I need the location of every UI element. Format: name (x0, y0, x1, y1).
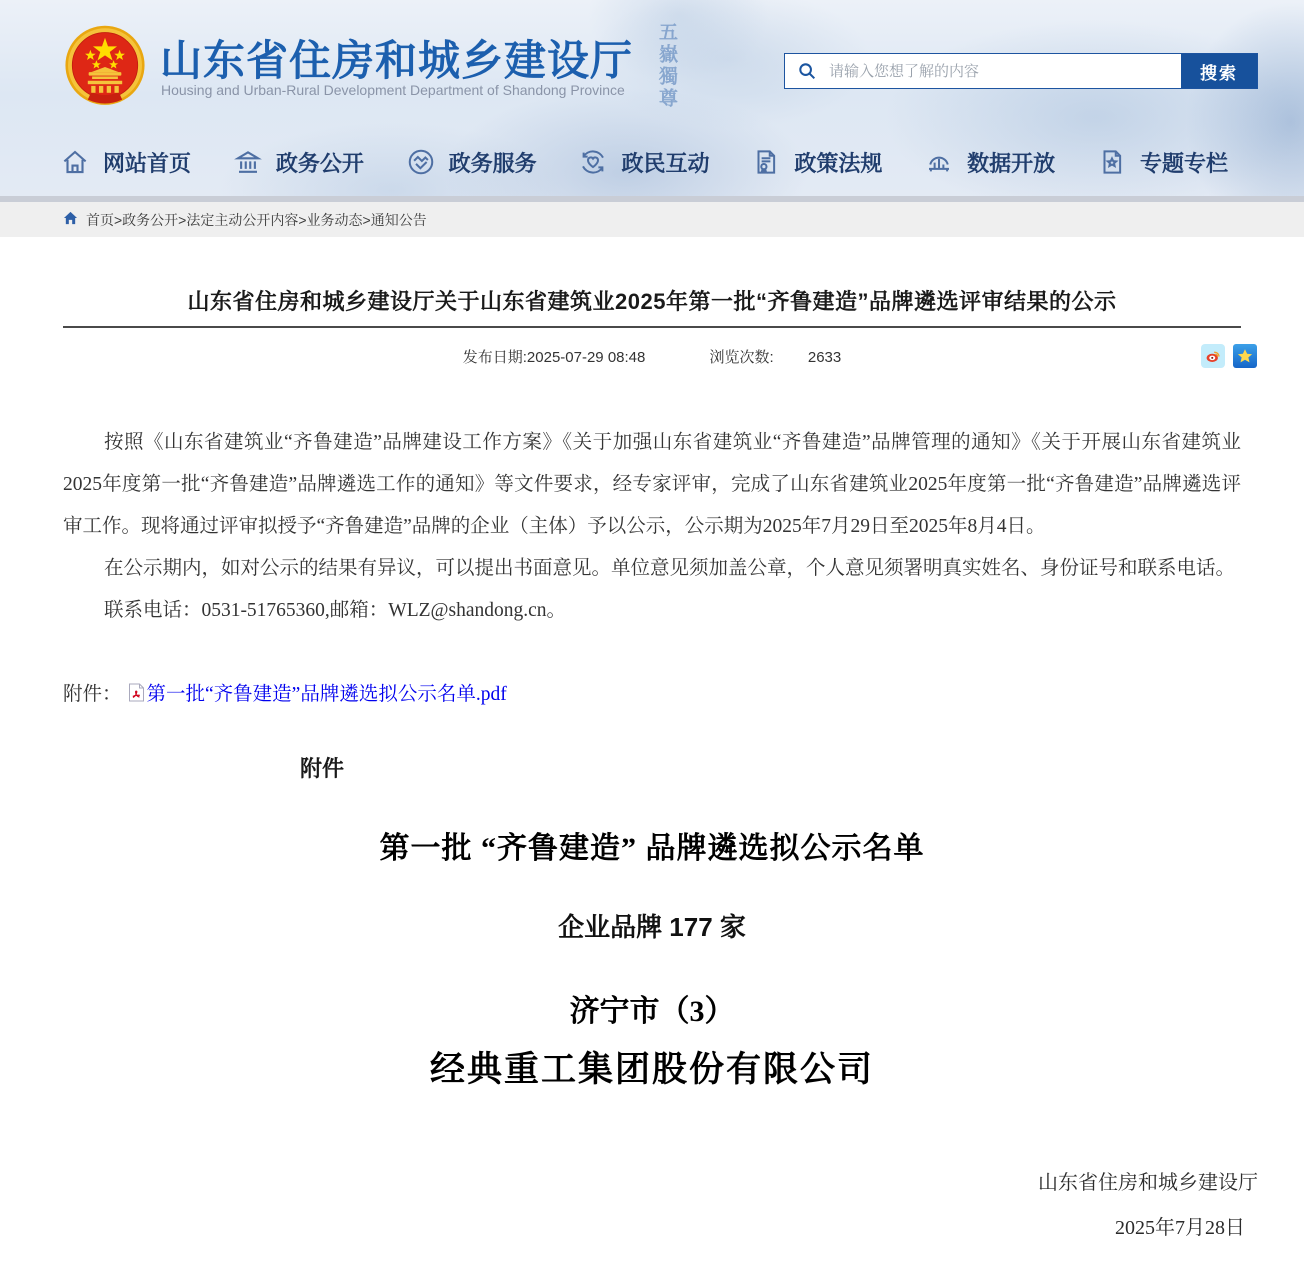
article-page (0, 285, 1304, 1240)
article-meta (63, 346, 1241, 370)
doc-appendix-label: 附件 (300, 756, 345, 781)
views-label: 浏览次数: (709, 349, 774, 366)
nav-item-gov-service[interactable] (406, 147, 537, 178)
doc-heading: 第一批 “齐鲁建造” 品牌遴选拟公示名单 (379, 832, 925, 865)
site-title: 山东省住房和城乡建设厅 (160, 37, 634, 84)
pdf-icon (128, 683, 145, 702)
nav-label: 政民互动 (621, 150, 710, 176)
attachment-link[interactable]: 第一批“齐鲁建造”品牌遴选拟公示名单.pdf (146, 684, 507, 705)
site-search (784, 53, 1258, 89)
doc-signature: 山东省住房和城乡建设厅 (1038, 1172, 1258, 1194)
main-nav (60, 138, 1228, 186)
gov-service-icon (406, 147, 436, 177)
paragraph: 联系电话：0531-51765360,邮箱：WLZ@shandong.cn。 (103, 600, 567, 621)
article-body (63, 422, 1241, 632)
nav-item-home[interactable] (60, 147, 191, 178)
special-topics-icon (1097, 147, 1127, 177)
policy-icon (751, 147, 781, 177)
breadcrumb-home-icon[interactable] (63, 211, 78, 228)
nav-item-policy[interactable] (751, 147, 882, 178)
nav-item-interaction[interactable] (578, 147, 709, 178)
title-divider (63, 326, 1241, 328)
article-title: 山东省住房和城乡建设厅关于山东省建筑业2025年第一批“齐鲁建造”品牌遴选评审结果的公示 (187, 289, 1117, 314)
interaction-icon (578, 147, 608, 177)
nav-label: 政务公开 (275, 150, 364, 176)
attachment-row (63, 678, 1241, 706)
national-emblem-icon (62, 24, 148, 110)
weibo-share-icon[interactable] (1201, 344, 1225, 368)
breadcrumb (0, 202, 1304, 237)
nav-label: 数据开放 (967, 150, 1056, 176)
attachment-label: 附件： (63, 684, 122, 705)
doc-signature-date: 2025年7月28日 (1115, 1217, 1245, 1239)
doc-company-name: 经典重工集团股份有限公司 (429, 1050, 874, 1089)
nav-label: 网站首页 (103, 150, 192, 176)
doc-city-heading: 济宁市（3） (569, 995, 735, 1028)
doc-subheading: 企业品牌 177 家 (558, 912, 746, 942)
search-input[interactable] (829, 54, 1181, 88)
gov-open-icon (233, 147, 263, 177)
paragraph: 按照《山东省建筑业“齐鲁建造”品牌建设工作方案》《关于加强山东省建筑业“齐鲁建造”品牌管理的通知》《关于开展山东省建筑业2025年度第一批“齐鲁建造”品牌遴选工作的通知》等文件要求，经专家评审，完成了山东省建筑业2025年度第一批“齐鲁建造”品牌遴选评审工作。现将通过评审拟授予“齐鲁建造”品牌的企业（主体）予以公示，公示期为2025年7月29日至2025年8月4日。 (63, 432, 1241, 537)
nav-label: 专题专栏 (1139, 150, 1228, 176)
site-subtitle: Housing and Urban-Rural Development Department of Shandong Province (161, 82, 625, 98)
nav-item-gov-open[interactable] (233, 147, 364, 178)
nav-label: 政务服务 (448, 150, 537, 176)
views-count: 2633 (807, 349, 842, 366)
home-icon (60, 147, 90, 177)
qzone-share-icon[interactable] (1233, 344, 1257, 368)
breadcrumb-path[interactable]: 首页>政务公开>法定主动公开内容>业务动态>通知公告 (86, 211, 427, 228)
document-preview (63, 752, 1258, 1240)
publish-date: 发布日期:2025-07-29 08:48 (462, 349, 646, 366)
paragraph: 在公示期内，如对公示的结果有异议，可以提出书面意见。单位意见须加盖公章，个人意见须署明真实姓名、身份证号和联系电话。 (103, 558, 1235, 579)
nav-item-data-open[interactable] (924, 147, 1055, 178)
data-open-icon (924, 147, 954, 177)
site-header (0, 0, 1304, 196)
watercolor-seal-text: 五嶽獨尊 (656, 22, 677, 110)
search-button[interactable]: 搜索 (1181, 54, 1257, 88)
nav-item-special-topics[interactable] (1097, 147, 1228, 178)
share-buttons (1201, 344, 1257, 368)
nav-label: 政策法规 (794, 150, 883, 176)
search-icon (785, 54, 829, 88)
